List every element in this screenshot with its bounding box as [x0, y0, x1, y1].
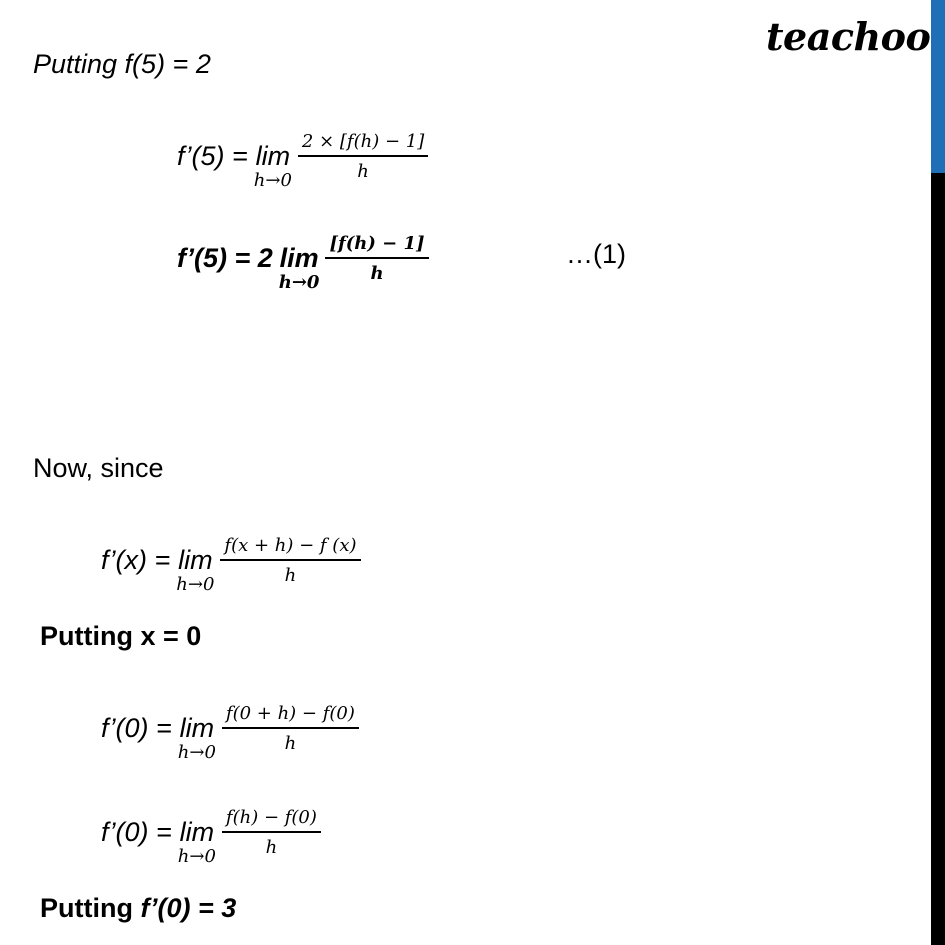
eq5-numerator: f(h) − f(0) [225, 807, 317, 828]
eq4-lhs: f’(0) = [101, 713, 172, 743]
eq1-denominator: h [357, 160, 369, 182]
eq2-fraction [325, 233, 428, 285]
putting-f0-line [40, 893, 236, 923]
eq1-lim-word: lim [255, 141, 291, 171]
eq2-numerator: [f(h) − 1] [329, 233, 425, 254]
eq2-denominator: h [370, 262, 384, 284]
side-scrollbar-thumb [931, 0, 945, 173]
eq4-denominator: h [284, 732, 297, 754]
eq1-lhs: f’(5) = [177, 141, 248, 171]
eq3-lhs: f’(x) = [101, 545, 171, 575]
eq5-lim-sub: h→0 [177, 846, 216, 867]
eq5-limit [178, 817, 216, 867]
now-since-line: Now, since [33, 453, 164, 483]
equation-tag-1: …(1) [566, 239, 626, 269]
eq3-lim-word: lim [178, 545, 213, 575]
equation-f5-simplified [177, 233, 429, 293]
eq5-fraction [222, 807, 321, 859]
eq2-lim-sub: h→0 [278, 272, 320, 293]
eq2-limit [279, 243, 320, 293]
equation-f0-simplified [101, 807, 321, 867]
eq2-lim-word: lim [279, 243, 319, 273]
putting-f5-line: Putting f(5) = 2 [33, 49, 211, 79]
putting-f0-value: f’(0) = 3 [140, 893, 237, 923]
eq4-lim-sub: h→0 [177, 742, 216, 763]
putting-f0-label: Putting [40, 893, 133, 923]
eq3-numerator: f(x + h) − f (x) [224, 535, 357, 556]
eq5-lhs: f’(0) = [101, 817, 172, 847]
eq1-limit [254, 141, 292, 191]
teachoo-logo: teachoo [766, 14, 931, 59]
eq4-limit [178, 713, 216, 763]
eq3-limit [176, 545, 214, 595]
eq1-fraction [298, 131, 428, 183]
eq3-lim-sub: h→0 [176, 574, 215, 595]
eq2-lhs: f’(5) = 2 [177, 243, 273, 273]
eq3-fraction [220, 535, 360, 587]
putting-x0-line: Putting x = 0 [40, 621, 202, 651]
eq5-denominator: h [265, 836, 278, 858]
equation-derivative-definition [101, 535, 361, 595]
eq4-lim-word: lim [179, 713, 215, 743]
eq4-numerator: f(0 + h) − f(0) [225, 703, 355, 724]
equation-f0-limit [101, 703, 359, 763]
equation-f5-limit [177, 131, 428, 191]
eq1-numerator: 2 × [f(h) − 1] [301, 131, 425, 152]
eq3-denominator: h [284, 564, 297, 586]
eq4-fraction [222, 703, 359, 755]
eq5-lim-word: lim [179, 817, 215, 847]
eq1-lim-sub: h→0 [253, 170, 292, 191]
